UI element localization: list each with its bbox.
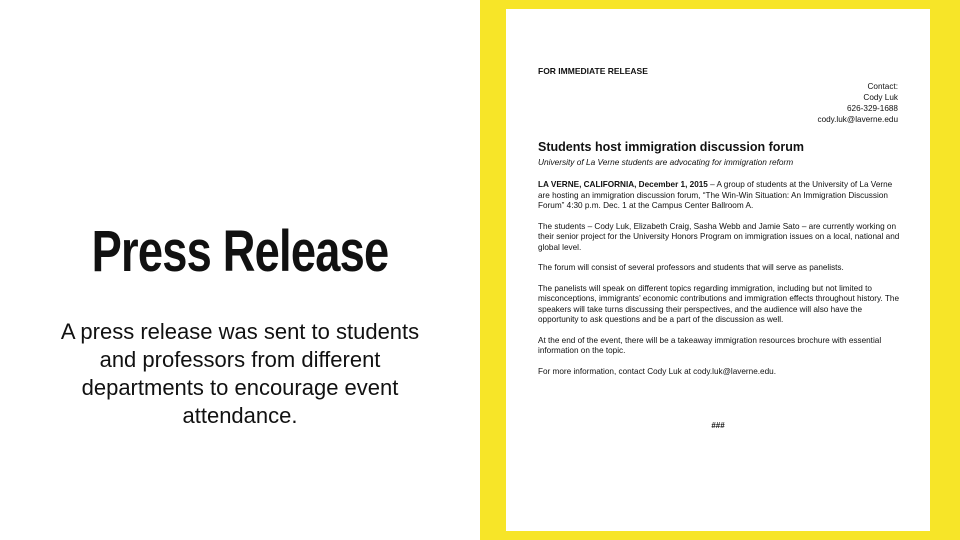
paragraph-1 xyxy=(538,180,900,212)
paragraph-4: The panelists will speak on different topics regarding immigration, including but not limited to misconceptions, immigrants’ economic contributions and immigration effects throughout history. The speakers will take turns discussing their perspectives, and the audience will also have the opportunity to ask questions and be a part of the discussion as well. xyxy=(538,283,900,324)
dateline: LA VERNE, CALIFORNIA, December 1, 2015 xyxy=(538,180,708,189)
slide-description: A press release was sent to students and professors from different departments to encourage event attendance. xyxy=(60,319,420,428)
slide-title: Press Release xyxy=(91,219,389,284)
paragraph-1-text: – A group of students at the University of La Verne are hosting an immigration discussion forum, “The Win-Win Situation: An Immigration Discussion Forum” 4:30 p.m. Dec. 1 at the Campus Center Ballroom A. xyxy=(538,180,893,210)
contact-phone: 626-329-1688 xyxy=(847,104,898,113)
end-mark: ### xyxy=(711,421,725,430)
press-release-document xyxy=(506,9,930,531)
contact-name: Cody Luk xyxy=(863,93,898,102)
contact-block xyxy=(817,81,898,125)
document-body xyxy=(538,180,900,387)
contact-label: Contact: xyxy=(867,82,898,91)
paragraph-2: The students – Cody Luk, Elizabeth Craig, Sasha Webb and Jamie Sato – are currently working on their senior project for the University Honors Program on immigration issues on a local, national and global level. xyxy=(538,221,900,252)
paragraph-5: At the end of the event, there will be a takeaway immigration resources brochure with essential information on the topic. xyxy=(538,335,882,355)
paragraph-6: For more information, contact Cody Luk at cody.luk@laverne.edu. xyxy=(538,366,776,376)
document-subheadline: University of La Verne students are advocating for immigration reform xyxy=(538,157,794,167)
document-headline: Students host immigration discussion forum xyxy=(538,140,804,154)
contact-email: cody.luk@laverne.edu xyxy=(817,115,898,124)
release-label: FOR IMMEDIATE RELEASE xyxy=(538,66,648,76)
paragraph-3: The forum will consist of several professors and students that will serve as panelists. xyxy=(538,263,844,272)
